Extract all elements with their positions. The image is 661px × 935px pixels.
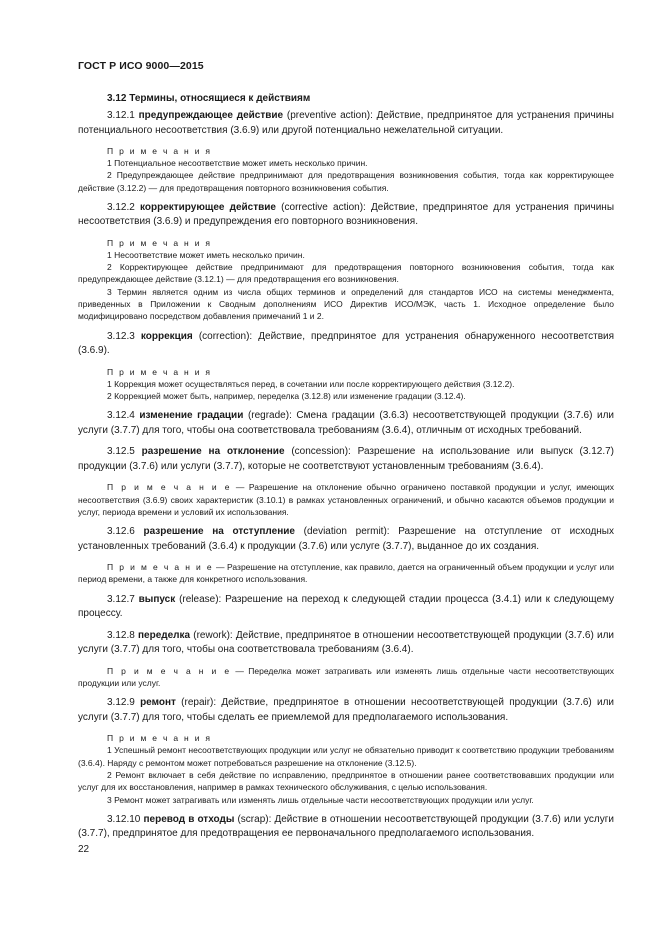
term-definition: (concession): Разрешение на использование или выпуск (3.12.7) продукции (3.7.6) или услуги (3.7.7), которые не соответствуют установленным требованиям (3.6.4).	[78, 446, 615, 472]
term-name: переделка	[137, 629, 191, 641]
note-text: — Переделка может затрагивать или изменять лишь отдельные части несоответствующих продукции или услуг.	[78, 665, 614, 689]
term-number: 3.12.4	[107, 410, 135, 422]
document-header: ГОСТ Р ИСО 9000—2015	[78, 60, 204, 72]
note-item: 2 Ремонт включает в себя действие по исправлению, предпринятое в отношении ранее соответствовавших продукции или услуг для их восстановления, например в рамках технического обслуживания, с целью использования.	[78, 769, 614, 793]
term-3-12-8	[78, 629, 614, 658]
notes-title: П р и м е ч а н и я	[107, 237, 212, 248]
term-name: ремонт	[140, 697, 176, 709]
term-number: 3.12.10	[107, 813, 141, 825]
note-label: П р и м е ч а н и е	[107, 562, 214, 573]
term-number: 3.12.5	[107, 446, 135, 458]
note-item: 1 Успешный ремонт несоответствующих продукции или услуг не обязательно приводит к соответствию продукции требованиям (3.6.4). Наряду с ремонтом может потребоваться разрешение на отклонение (3.12.5).	[78, 745, 614, 768]
note-text: — Разрешение на отступление, как правило, дается на ограниченный объем продукции и услуг или период времени, а также для конкретного использования.	[78, 562, 614, 585]
term-3-12-6	[78, 525, 614, 554]
term-number: 3.12.3	[107, 330, 135, 342]
note-item: 1 Несоответствие может иметь несколько причин.	[107, 249, 305, 260]
section-title: 3.12 Термины, относящиеся к действиям	[107, 93, 311, 104]
notes-3-12-3	[78, 366, 614, 403]
note-label: П р и м е ч а н и е	[107, 482, 232, 493]
page-number: 22	[78, 844, 90, 855]
term-number: 3.12.8	[107, 629, 135, 641]
term-3-12-1	[78, 109, 614, 138]
term-definition: (repair): Действие, предпринятое в отношении несоответствующей продукции (3.7.6) или услуги (3.7.7) для того, чтобы сделать ее приемлемой для предполагаемого использования.	[78, 697, 615, 723]
notes-title: П р и м е ч а н и я	[107, 733, 212, 744]
term-definition: (regrade): Смена градации (3.6.3) несоответствующей продукции (3.7.6) или услуги (3.7.7) для того, чтобы она соответствовала требованиям (3.6.4), отличным от исходных требований.	[78, 410, 614, 436]
note-label: П р и м е ч а н и е	[107, 665, 231, 676]
term-3-12-4	[78, 409, 614, 438]
term-definition: (release): Разрешение на переход к следующей стадии процесса (3.4.1) или к следующему процессу.	[78, 593, 615, 620]
term-definition: (correction): Действие, предпринятое для устранения обнаруженного несоответствия (3.6.9).	[78, 330, 615, 357]
note-item: 3 Ремонт может затрагивать или изменять лишь отдельные части несоответствующих продукции или услуг.	[107, 794, 534, 805]
note-item: 2 Предупреждающее действие предпринимают для предотвращения возникновения события, тогда как корректирующее действие (3.12.2) — для предотвращения повторного возникновения события.	[78, 170, 614, 193]
term-definition: (preventive action): Действие, предпринятое для устранения причины потенциального несоответствия (3.6.9) или другой потенциально нежелательной ситуации.	[78, 110, 614, 136]
term-name: изменение градации	[139, 410, 244, 422]
term-3-12-3	[78, 330, 614, 359]
term-number: 3.12.1	[107, 110, 135, 121]
term-definition: (deviation permit): Разрешение на отступление от исходных установленных требований (3.6.4) к продукции (3.7.6) или услуге (3.7.7), выданное до их создания.	[78, 526, 614, 552]
note-item: 2 Коррекцией может быть, например, переделка (3.12.8) или изменение градации (3.12.4).	[107, 390, 466, 401]
notes-3-12-2	[78, 237, 614, 323]
note-item: 3 Термин является одним из числа общих терминов и определений для стандартов ИСО на системы менеджмента, приведенных в Приложении к Сводным дополнениям ИСО Директив ИСО/МЭК, часть 1. Исходное определение было модифицировано посредством добавления примечаний 1 и 2.	[78, 286, 614, 322]
note-3-12-6	[78, 561, 614, 586]
term-3-12-9	[78, 696, 614, 725]
term-number: 3.12.9	[107, 697, 135, 709]
notes-title: П р и м е ч а н и я	[107, 146, 212, 156]
notes-title: П р и м е ч а н и я	[107, 366, 212, 377]
page-content	[78, 93, 614, 849]
notes-3-12-1	[78, 145, 614, 194]
term-name: коррекция	[140, 330, 193, 342]
term-name: перевод в отходы	[143, 813, 235, 825]
term-name: корректирующее действие	[140, 201, 276, 213]
term-name: разрешение на отклонение	[141, 446, 285, 458]
term-3-12-10	[78, 813, 614, 842]
term-3-12-2	[78, 201, 614, 230]
note-item: 2 Корректирующее действие предпринимают для предотвращения повторного возникновения события, тогда как предупреждающее действие (3.12.1) — для предотвращения его возникновения.	[78, 262, 614, 285]
notes-3-12-9	[78, 732, 614, 805]
note-item: 1 Коррекция может осуществляться перед, в сочетании или после корректирующего действия (3.12.2).	[107, 378, 515, 389]
term-definition: (corrective action): Действие, предпринятое для устранения причины несоответствия (3.6.9) и предупреждения его повторного возникновения.	[78, 201, 615, 228]
note-text: — Разрешение на отклонение обычно ограничено поставкой продукции и услуг, имеющих несоответствия (3.6.9) своих характеристик (3.10.1) в рамках установленных ограничений, и обычно касаются объемов продукции и услуг, периода времени и условий их использования.	[78, 482, 614, 517]
term-number: 3.12.6	[107, 526, 135, 538]
term-definition: (rework): Действие, предпринятое в отношении несоответствующей продукции (3.7.6) или услуги (3.7.7) для того, чтобы она соответствовала требованиям (3.6.4).	[78, 629, 614, 656]
term-name: разрешение на отступление	[143, 526, 295, 538]
note-3-12-8	[78, 665, 614, 690]
term-name: выпуск	[138, 593, 176, 605]
term-name: предупреждающее действие	[138, 110, 284, 121]
term-3-12-7	[78, 593, 614, 622]
term-number: 3.12.2	[107, 201, 135, 213]
term-number: 3.12.7	[107, 593, 135, 605]
note-3-12-5	[78, 481, 614, 518]
term-3-12-5	[78, 445, 614, 474]
note-item: 1 Потенциальное несоответствие может иметь несколько причин.	[107, 158, 368, 168]
term-definition: (scrap): Действие в отношении несоответствующей продукции (3.7.6) или услуги (3.7.7), предпринятое для предотвращения ее первоначального предполагаемого использования.	[78, 813, 615, 840]
